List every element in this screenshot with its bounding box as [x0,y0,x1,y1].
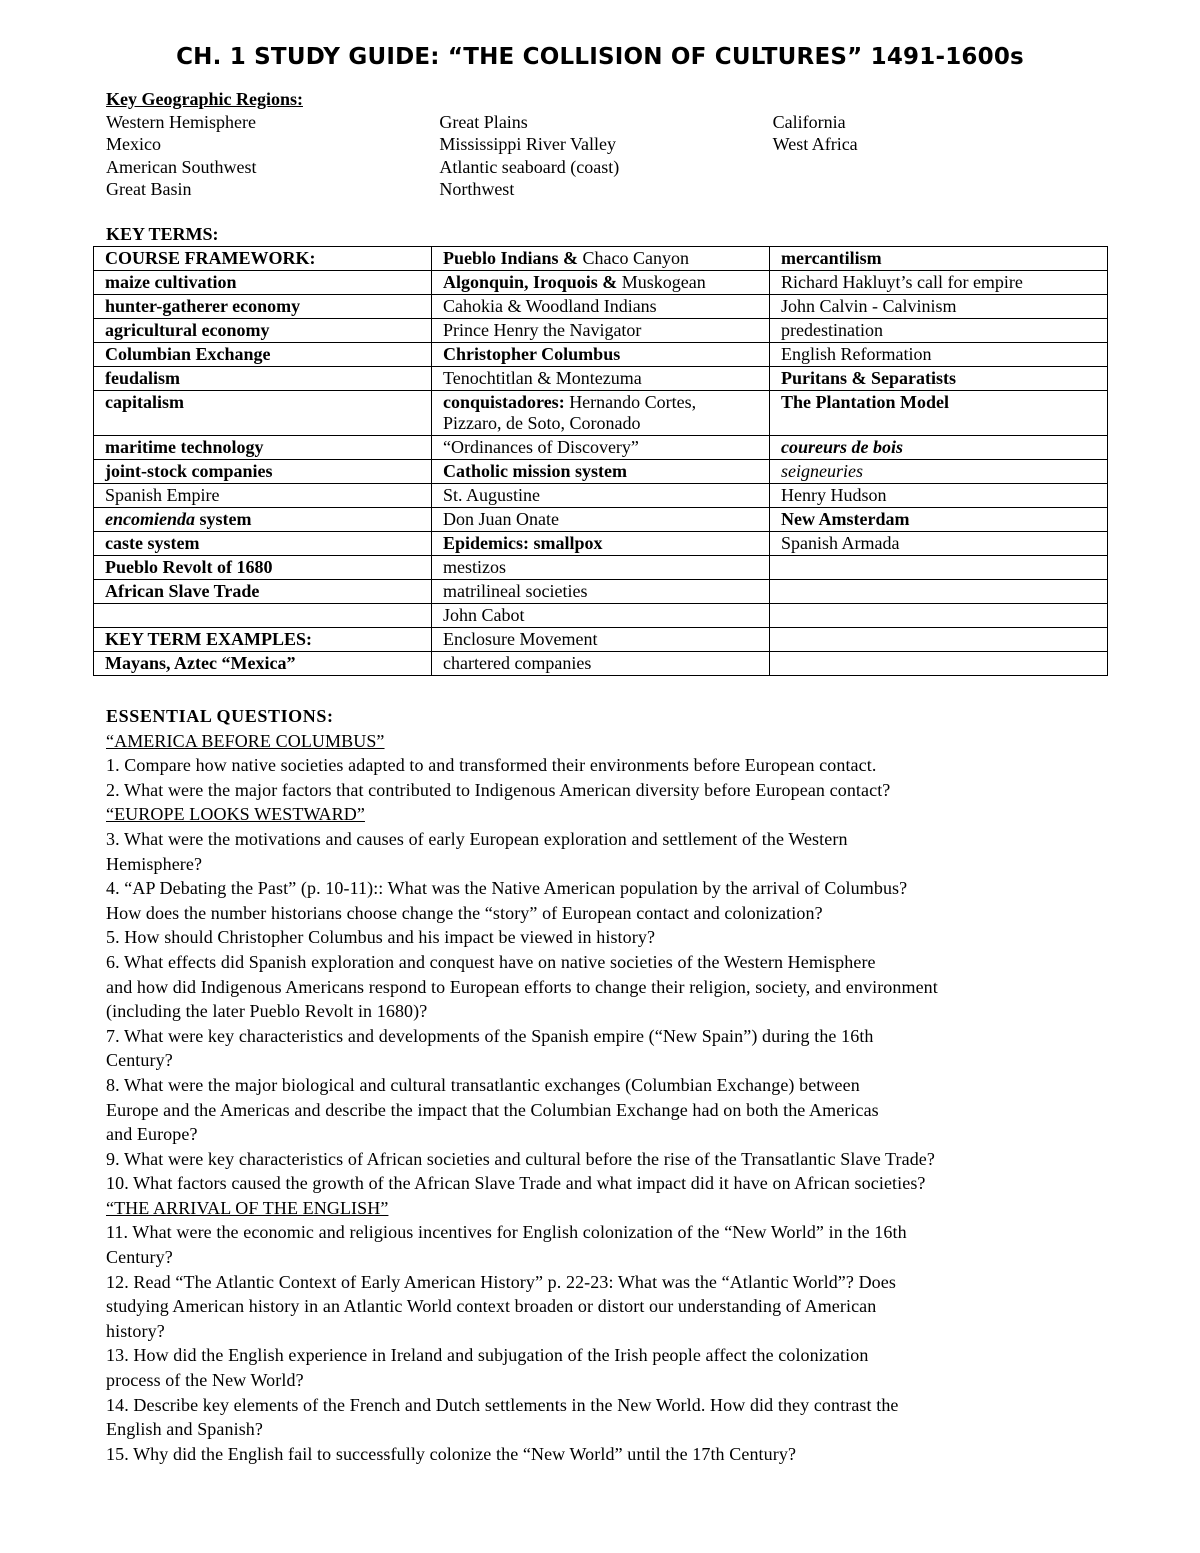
question-line: 7. What were key characteristics and developments of the Spanish empire (“New Spain”) during the 16th [106,1025,874,1046]
table-cell: The Plantation Model [770,391,1108,436]
regions-heading: Key Geographic Regions: [106,89,303,109]
table-row [94,295,1108,319]
table-cell: Pueblo Revolt of 1680 [94,556,432,580]
key-terms-heading: KEY TERMS: [106,224,219,244]
table-row [94,391,1108,436]
table-row [94,247,1108,271]
table-row [94,532,1108,556]
table-row [94,271,1108,295]
table-cell: conquistadores: Hernando Cortes, Pizzaro, de Soto, Coronado [432,391,770,436]
table-cell: Enclosure Movement [432,628,770,652]
regions-column-3 [773,111,1106,201]
table-cell: joint-stock companies [94,460,432,484]
question-line: 1. Compare how native societies adapted to and transformed their environments before European contact. [106,755,877,776]
table-row [94,319,1108,343]
question-line: 3. What were the motivations and causes of early European exploration and settlement of the Western [106,828,848,849]
question-line: Europe and the Americas and describe the impact that the Columbian Exchange had on both the Americas [106,1099,879,1120]
table-cell: chartered companies [432,652,770,676]
table-row [94,580,1108,604]
question-line: process of the New World? [106,1370,304,1391]
table-cell: Spanish Empire [94,484,432,508]
table-row [94,343,1108,367]
question-line: Hemisphere? [106,853,203,874]
table-cell: Richard Hakluyt’s call for empire [770,271,1108,295]
question-line: studying American history in an Atlantic World context broaden or distort our understanding of American [106,1296,877,1317]
question-line: Century? [106,1050,173,1071]
table-cell: Algonquin, Iroquois & Muskogean [432,271,770,295]
table-row [94,556,1108,580]
table-cell [770,652,1108,676]
table-cell: capitalism [94,391,432,436]
table-cell: matrilineal societies [432,580,770,604]
table-row [94,508,1108,532]
region-item: Atlantic seaboard (coast) [439,156,620,177]
table-cell: African Slave Trade [94,580,432,604]
page-title: CH. 1 STUDY GUIDE: “THE COLLISION OF CULTURES” 1491-1600s [176,44,1024,70]
table-cell: maize cultivation [94,271,432,295]
table-cell: mestizos [432,556,770,580]
table-cell: Catholic mission system [432,460,770,484]
section-title: “AMERICA BEFORE COLUMBUS” [106,730,385,751]
table-cell: Pueblo Indians & Chaco Canyon [432,247,770,271]
table-cell: Epidemics: smallpox [432,532,770,556]
question-line: 2. What were the major factors that contributed to Indigenous American diversity before European contact? [106,779,891,800]
question-line: 14. Describe key elements of the French and Dutch settlements in the New World. How did they contrast the [106,1394,899,1415]
table-cell [770,604,1108,628]
question-line: 12. Read “The Atlantic Context of Early American History” p. 22-23: What was the “Atlantic World”? Does [106,1271,896,1292]
question-line: 10. What factors caused the growth of the African Slave Trade and what impact did it have on African societies? [106,1173,926,1194]
table-row [94,652,1108,676]
table-cell: Christopher Columbus [432,343,770,367]
question-line: 6. What effects did Spanish exploration and conquest have on native societies of the Western Hemisphere [106,951,876,972]
key-geographic-regions [106,88,1106,201]
region-item: American Southwest [106,156,257,177]
table-cell: maritime technology [94,436,432,460]
question-line: 15. Why did the English fail to successfully colonize the “New World” until the 17th Century? [106,1443,797,1464]
region-item: Northwest [439,179,515,200]
table-row [94,436,1108,460]
question-line: 8. What were the major biological and cultural transatlantic exchanges (Columbian Exchange) between [106,1074,860,1095]
table-cell: Henry Hudson [770,484,1108,508]
table-cell: English Reformation [770,343,1108,367]
key-terms-table [93,246,1108,676]
question-line: and how did Indigenous Americans respond to European efforts to change their religion, society, and environment [106,976,938,997]
table-row [94,604,1108,628]
question-line: 5. How should Christopher Columbus and his impact be viewed in history? [106,927,656,948]
question-line: 11. What were the economic and religious incentives for English colonization of the “New World” in the 16th [106,1222,907,1243]
table-row [94,460,1108,484]
question-line: 4. “AP Debating the Past” (p. 10-11):: What was the Native American population by the arrival of Columbus? [106,878,908,899]
table-cell: caste system [94,532,432,556]
table-cell: St. Augustine [432,484,770,508]
region-item: California [772,111,846,132]
table-cell: KEY TERM EXAMPLES: [94,628,432,652]
section-title: “THE ARRIVAL OF THE ENGLISH” [106,1197,389,1218]
table-cell: predestination [770,319,1108,343]
table-cell: Columbian Exchange [94,343,432,367]
table-cell [770,580,1108,604]
table-cell: “Ordinances of Discovery” [432,436,770,460]
essential-questions [106,704,1106,1466]
question-line: Century? [106,1247,173,1268]
table-cell: feudalism [94,367,432,391]
region-item: Mississippi River Valley [439,134,617,155]
table-cell: hunter-gatherer economy [94,295,432,319]
table-cell: Puritans & Separatists [770,367,1108,391]
table-cell: COURSE FRAMEWORK: [94,247,432,271]
table-cell: agricultural economy [94,319,432,343]
table-cell: mercantilism [770,247,1108,271]
question-line: 13. How did the English experience in Ireland and subjugation of the Irish people affect the colonization [106,1345,869,1366]
question-line: history? [106,1320,165,1341]
region-item: Great Basin [106,179,192,200]
section-title: “EUROPE LOOKS WESTWARD” [106,804,365,825]
question-line: (including the later Pueblo Revolt in 1680)? [106,1001,428,1022]
region-item: Great Plains [439,111,528,132]
table-row [94,628,1108,652]
table-cell [770,556,1108,580]
questions-heading: ESSENTIAL QUESTIONS: [106,706,334,726]
regions-column-2 [439,111,772,201]
regions-column-1 [106,111,439,201]
question-line: 9. What were key characteristics of African societies and cultural before the rise of the Transatlantic Slave Trade? [106,1148,935,1169]
region-item: Western Hemisphere [106,111,256,132]
table-cell: coureurs de bois [770,436,1108,460]
question-line: How does the number historians choose change the “story” of European contact and colonization? [106,902,823,923]
table-cell: encomienda system [94,508,432,532]
table-cell: New Amsterdam [770,508,1108,532]
table-cell: Mayans, Aztec “Mexica” [94,652,432,676]
table-cell: Spanish Armada [770,532,1108,556]
table-cell [770,628,1108,652]
table-cell: Don Juan Onate [432,508,770,532]
table-cell [94,604,432,628]
region-item: West Africa [772,134,858,155]
table-cell: Cahokia & Woodland Indians [432,295,770,319]
table-cell: seigneuries [770,460,1108,484]
region-item: Mexico [106,134,161,155]
table-cell: Tenochtitlan & Montezuma [432,367,770,391]
table-cell: John Cabot [432,604,770,628]
table-row [94,367,1108,391]
table-cell: John Calvin - Calvinism [770,295,1108,319]
question-line: English and Spanish? [106,1419,263,1440]
question-line: and Europe? [106,1124,198,1145]
table-row [94,484,1108,508]
table-cell: Prince Henry the Navigator [432,319,770,343]
